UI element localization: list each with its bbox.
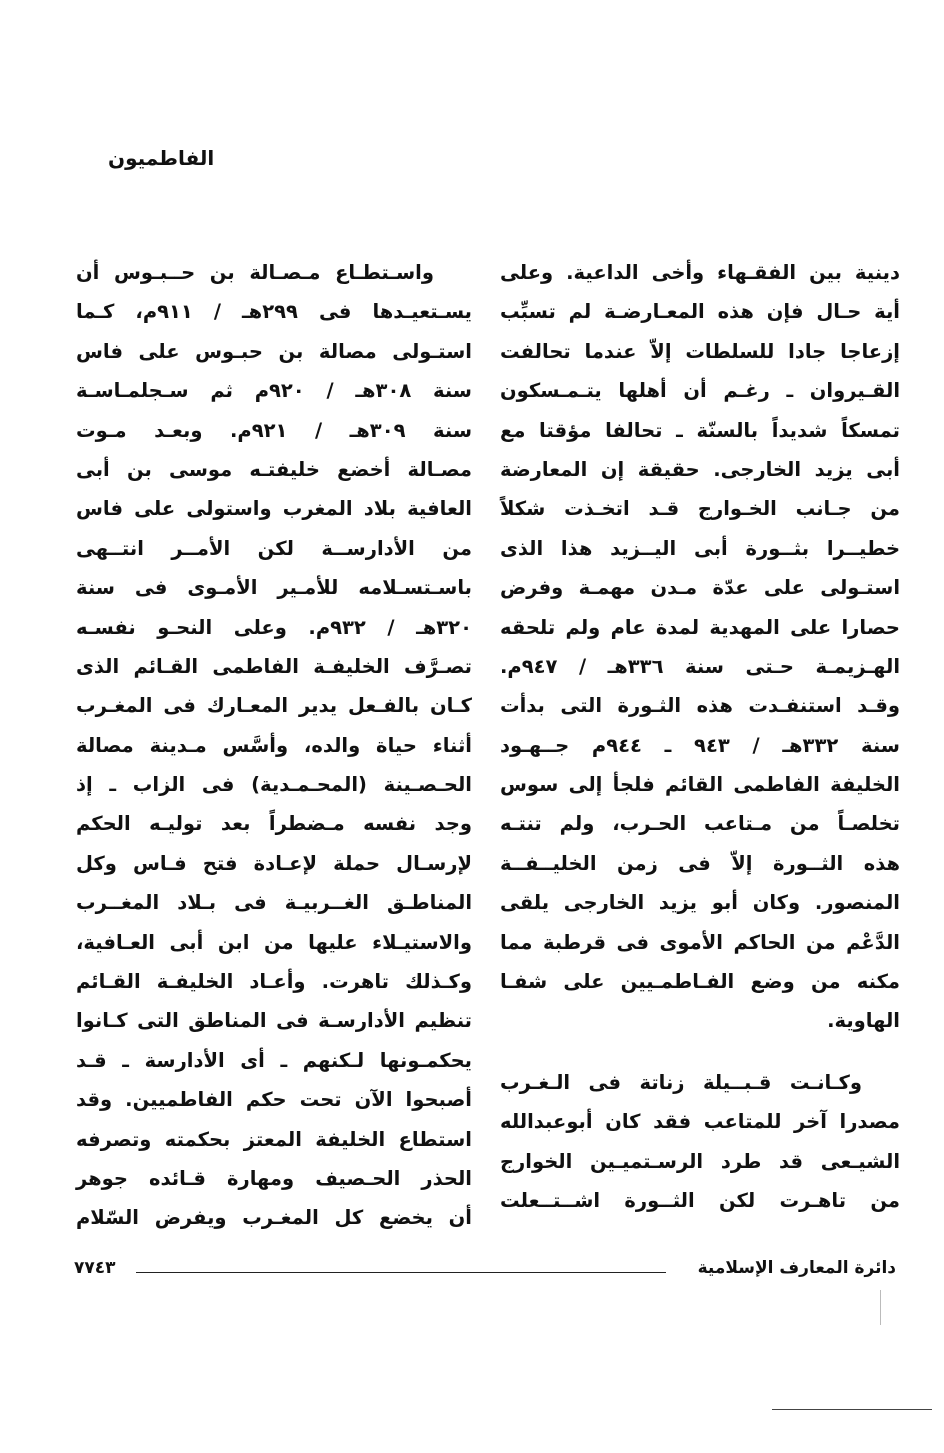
text-line: الحذر الحـصيف ومهارة قـائده جوهر: [76, 1166, 472, 1190]
text-line: وجد نفسه مـضطراً بعد توليـه الحكم: [76, 812, 472, 836]
text-line: استـولى على عدّة مـدن مهمـة وفرض: [500, 576, 900, 600]
text-line: أثناء حياة والده، وأسَّس مـدينة مصالة: [76, 733, 472, 757]
text-line: المناطـق الغــربيـة فى بـلاد المغــرب: [76, 891, 472, 915]
text-line: سنة ٣٠٨هـ / ٩٢٠م ثم سـجلمـاسـة: [76, 379, 472, 403]
footer-rule: [136, 1272, 666, 1273]
running-title: الفاطميون: [108, 146, 215, 170]
text-line: دينية بين الفقـهاء وأخى الداعية. وعلى: [500, 261, 900, 284]
text-line: الهـزيمـة حـتى سنة ٣٣٦هـ / ٩٤٧م.: [500, 654, 900, 678]
text-line: كـان بالفـعل يدير المعـارك فى المغـرب: [76, 694, 472, 718]
text-line: وكـذلك تاهرت. وأعـاد الخليفـة القـائم: [76, 970, 472, 994]
page-number: ٧٧٤٣: [74, 1258, 116, 1278]
text-line: تصـرَّف الخليفـة الفاطمى القـائم الذى: [76, 654, 472, 678]
text-line: يحكمـونها لـكنهم ـ أى الأدارسة ـ قـد: [76, 1048, 472, 1072]
text-line: باسـتسـلامه للأمـير الأمـوى فى سنة: [76, 576, 472, 600]
text-line: استـولى مصالة بن حبـوس على فاس: [76, 339, 472, 363]
text-line: وقـد استنفـدت هذه الثـورة التى بدأت: [500, 694, 900, 718]
text-line: والاستيـلاء عليها من ابن أبى العـافية،: [76, 930, 472, 954]
text-line: يسـتعيـدها فى ٢٩٩هـ / ٩١١م، كـما: [76, 300, 472, 324]
left-column: [76, 253, 472, 1238]
text-line: إزعاجا جادا للسلطات إلاّ عندما تحالفت: [500, 339, 900, 363]
text-line: هذه الثــورة إلاّ فى زمن الخليــفــة: [500, 851, 900, 875]
scan-margin-mark: [880, 1290, 881, 1325]
text-line: تمسكاً شديداً بالسنّة ـ تحالفا مؤقتا مع: [500, 418, 900, 442]
text-line: مصـالة أخضع خليفتـه موسى بن أبى: [76, 457, 472, 481]
corner-rule: [772, 1409, 932, 1410]
text-line: واسـتطـاع مـصـالة بن حــبـوس أن: [76, 261, 434, 284]
text-line: القـيروان ـ رغـم أن أهلها يتـمـسكون: [500, 379, 900, 403]
text-line: مصدرا آخر للمتاعب فقد كان أبوعبدالله: [500, 1110, 900, 1134]
text-line: مكنه من وضع الفـاطمـيين على شفـا: [500, 970, 900, 994]
text-line: ٣٢٠هـ / ٩٣٢م. وعلى النحـو نفسـه: [76, 615, 472, 639]
text-line: تخلصـاً من مـتاعب الحـرب، ولم تنتـه: [500, 812, 900, 836]
text-line: المنصور. وكان أبو يزيد الخارجى يلقى: [500, 891, 900, 915]
text-line: الهاوية.: [827, 1009, 900, 1033]
text-line: وكـانـت قـبــيلة زناتة فى الـغـرب: [500, 1070, 862, 1094]
text-line: أصبحوا الآن تحت حكم الفاطميين. وقد: [76, 1088, 472, 1112]
text-line: لإرسـال حملة لإعـادة فتح فـاس وكل: [76, 851, 472, 875]
text-line: الخليفة الفاطمى القائم فلجأ إلى سوس: [500, 773, 900, 797]
text-line: خطيــرا بثــورة أبى اليــزيد هذا الذى: [500, 536, 900, 560]
right-column: [500, 253, 900, 1220]
text-line: أية حـال فإن هذه المعـارضـة لم تسبِّب: [500, 300, 900, 324]
text-line: العافية بلاد المغرب واستولى على فاس: [76, 497, 472, 521]
text-line: أن يخضع كل المغـرب ويفرض السّلام: [76, 1206, 472, 1230]
footer-publication-title: دائرة المعارف الإسلامية: [697, 1258, 896, 1278]
text-line: الدَّعْم من الحاكم الأموى فى قرطبة مما: [500, 930, 900, 954]
text-line: أبى يزيد الخارجى. حقيقة إن المعارضة: [500, 457, 900, 481]
text-line: من جـانب الخـوارج قـد اتخـذت شكلاً: [500, 497, 900, 521]
text-line: تنظيم الأدارسـة فى المناطق التى كـانوا: [76, 1009, 472, 1033]
text-line: استطاع الخليفة المعتز بحكمته وتصرفه: [76, 1127, 472, 1151]
text-line: سنة ٣٣٢هـ / ٩٤٣ ـ ٩٤٤م جــهـود: [500, 733, 900, 757]
text-line: الشيـعى قد طرد الرسـتميـين الخوارج: [500, 1149, 900, 1173]
page-footer: [74, 1258, 896, 1282]
text-line: الحـصـينة (المحـمـدية) فى الزاب ـ إذ: [76, 773, 472, 797]
text-line: من تاهـرت لكن الثــورة اشــتــعلت: [500, 1188, 900, 1212]
text-line: حصارا على المهدية لمدة عام ولم تلحقه: [500, 615, 900, 639]
text-line: من الأدارســة لكن الأمــر انتــهى: [76, 536, 472, 560]
text-line: سنة ٣٠٩هـ / ٩٢١م. وبعـد مـوت: [76, 418, 473, 442]
paragraph-gap: [500, 1041, 900, 1063]
